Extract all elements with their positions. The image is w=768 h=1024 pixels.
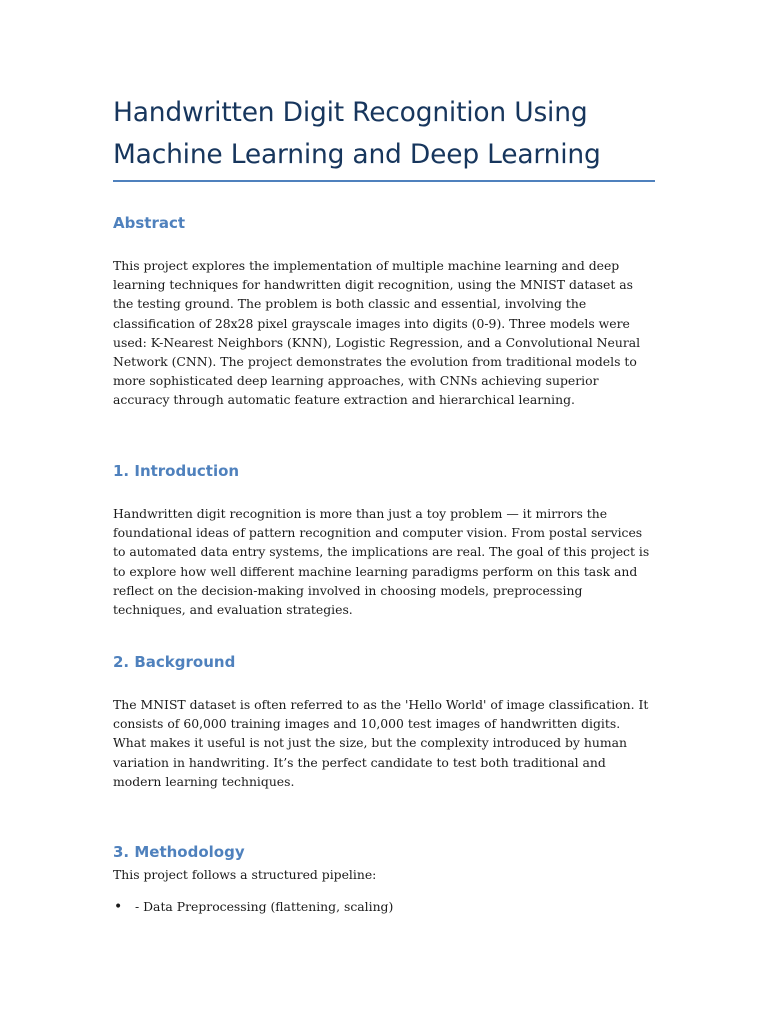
introduction-paragraph: Handwritten digit recognition is more than just a toy problem — it mirrors the foundational ideas of pattern recognition and computer vision. From postal services to automated data entry systems, the implications are real. The goal of this project is to explore how well different machine learning paradigms perform on this task and reflect on the decision-making involved in choosing models, preprocessing techniques, and evaluation strategies. <box>113 506 650 618</box>
abstract-paragraph: This project explores the implementation of multiple machine learning and deep learning techniques for handwritten digit recognition, using the MNIST dataset as the testing ground. The problem is both classic and essential, involving the classification of 28x28 pixel grayscale images into digits (0-9). Three models were used: K-Nearest Neighbors (KNN), Logistic Regression, and a Convolutional Neural Network (CNN). The project demonstrates the evolution from traditional models to more sophisticated deep learning approaches, with CNNs achieving superior accuracy through automatic feature extraction and hierarchical learning. <box>113 258 641 408</box>
list-item-text: - Data Preprocessing (flattening, scaling) <box>135 899 394 914</box>
introduction-heading: 1. Introduction <box>113 462 240 480</box>
methodology-heading: 3. Methodology <box>113 843 245 861</box>
title-underline-rule <box>113 180 655 182</box>
document-title: Handwritten Digit Recognition Using Machine Learning and Deep Learning <box>113 97 601 170</box>
abstract-heading: Abstract <box>113 214 186 232</box>
methodology-list <box>113 897 655 917</box>
list-item <box>113 897 655 917</box>
background-heading: 2. Background <box>113 653 236 671</box>
methodology-intro: This project follows a structured pipeline: <box>113 867 377 882</box>
background-paragraph: The MNIST dataset is often referred to as the 'Hello World' of image classification. It consists of 60,000 training images and 10,000 test images of handwritten digits. What makes it useful is not just the size, but the complexity introduced by human variation in handwriting. It’s the perfect candidate to test both traditional and modern learning techniques. <box>113 697 649 789</box>
bullet-icon: • <box>114 899 123 915</box>
